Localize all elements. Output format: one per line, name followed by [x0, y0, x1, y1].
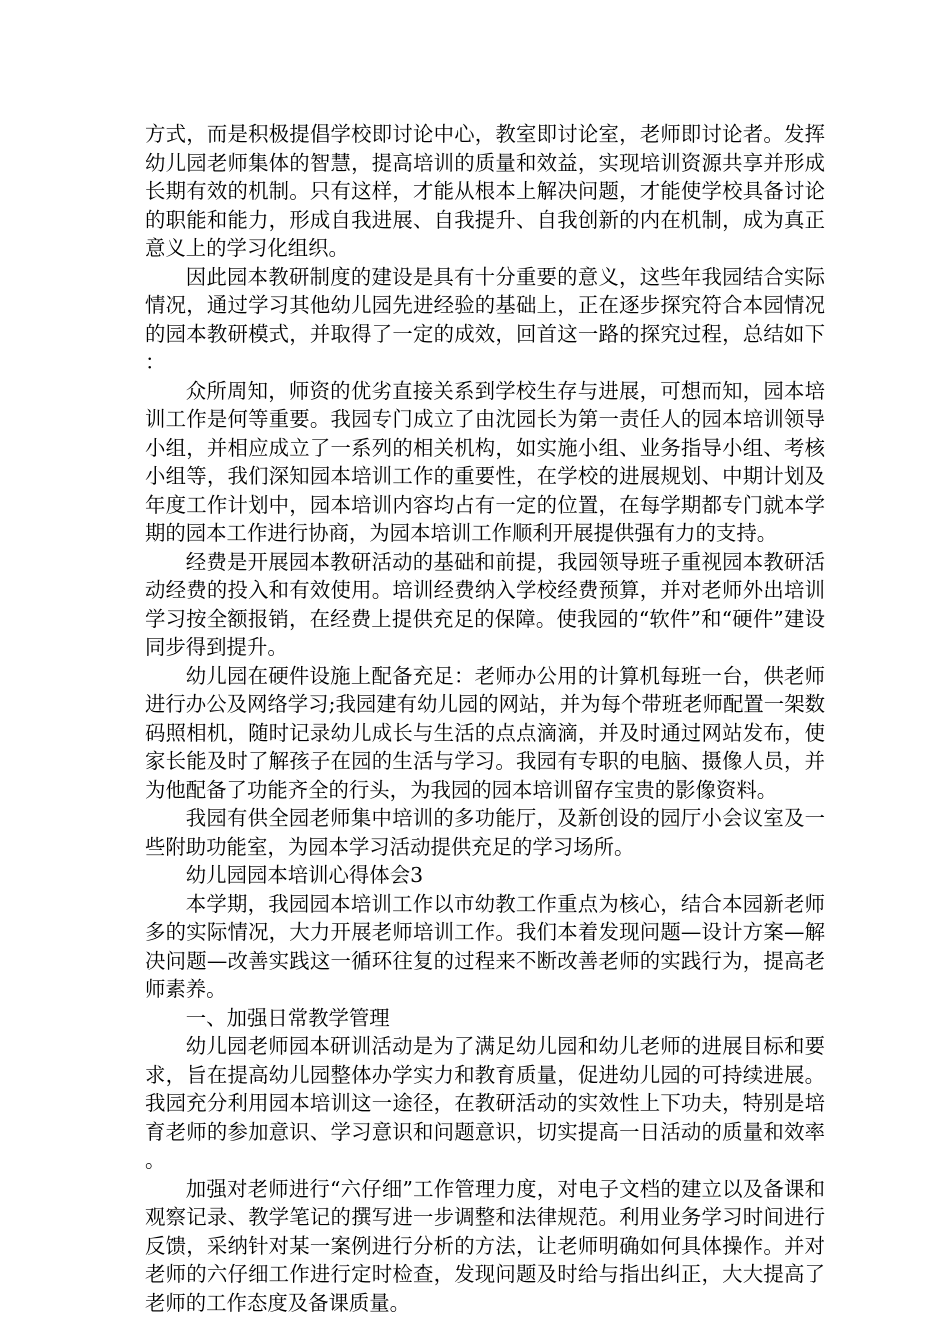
paragraph-9: 加强对老师进行“六仔细”工作管理力度，对电子文档的建立以及备课和观察记录、教学笔记的撰写进一步调整和法律规范。利用业务学习时间进行反馈，采纳针对某一案例进行分析的方法，让老师明确如何具体操作。并对老师的六仔细工作进行定时检查，发现问题及时给与指出纠正，大大提高了老师的工作态度及备课质量。	[145, 1176, 825, 1315]
paragraph-4: 经费是开展园本教研活动的基础和前提，我园领导班子重视园本教研活动经费的投入和有效使用。培训经费纳入学校经费预算，并对老师外出培训学习按全额报销，在经费上提供充足的保障。使我园的“软件”和“硬件”建设同步得到提升。	[145, 549, 825, 659]
paragraph-6: 我园有供全园老师集中培训的多功能厅，及新创设的园厅小会议室及一些附助功能室，为园本学习活动提供充足的学习场所。	[145, 806, 825, 859]
paragraph-5: 幼儿园在硬件设施上配备充足：老师办公用的计算机每班一台，供老师进行办公及网络学习;我园建有幼儿园的网站，并为每个带班老师配置一架数码照相机，随时记录幼儿成长与生活的点点滴滴，并及时通过网站发布，使家长能及时了解孩子在园的生活与学习。我园有专职的电脑、摄像人员，并为他配备了功能齐全的行头，为我园的园本培训留存宝贵的影像资料。	[145, 663, 825, 802]
paragraph-8: 幼儿园老师园本研训活动是为了满足幼儿园和幼儿老师的进展目标和要求，旨在提高幼儿园整体办学实力和教育质量，促进幼儿园的可持续进展。我园充分利用园本培训这一途径，在教研活动的实效性上下功夫，特别是培育老师的参加意识、学习意识和问题意识，切实提高一日活动的质量和效率。	[145, 1034, 825, 1172]
paragraph-1: 方式，而是积极提倡学校即讨论中心，教室即讨论室，老师即讨论者。发挥幼儿园老师集体的智慧，提高培训的质量和效益，实现培训资源共享并形成长期有效的机制。只有这样，才能从根本上解决问题，才能使学校具备讨论的职能和能力，形成自我进展、自我提升、自我创新的内在机制，成为真正意义上的学习化组织。	[145, 122, 825, 260]
document-body	[145, 120, 825, 1317]
subsection-heading-1: 一、加强日常教学管理	[185, 1005, 390, 1030]
paragraph-3: 众所周知，师资的优劣直接关系到学校生存与进展，可想而知，园本培训工作是何等重要。我园专门成立了由沈园长为第一责任人的园本培训领导小组，并相应成立了一系列的相关机构，如实施小组、业务指导小组、考核小组等，我们深知园本培训工作的重要性，在学校的进展规划、中期计划及年度工作计划中，园本培训内容均占有一定的位置，在每学期都专门就本学期的园本工作进行协商，为园本培训工作顺利开展提供强有力的支持。	[145, 378, 825, 545]
section-heading-3: 幼儿园园本培训心得体会3	[185, 863, 424, 887]
paragraph-7: 本学期，我园园本培训工作以市幼教工作重点为核心，结合本园新老师多的实际情况，大力开展老师培训工作。我们本着发现问题—设计方案—解决问题—改善实践这一循环往复的过程来不断改善老师的实践行为，提高老师素养。	[145, 891, 825, 1001]
paragraph-2: 因此园本教研制度的建设是具有十分重要的意义，这些年我园结合实际情况，通过学习其他幼儿园先进经验的基础上，正在逐步探究符合本园情况的园本教研模式，并取得了一定的成效，回首这一路的探究过程，总结如下：	[145, 264, 825, 374]
